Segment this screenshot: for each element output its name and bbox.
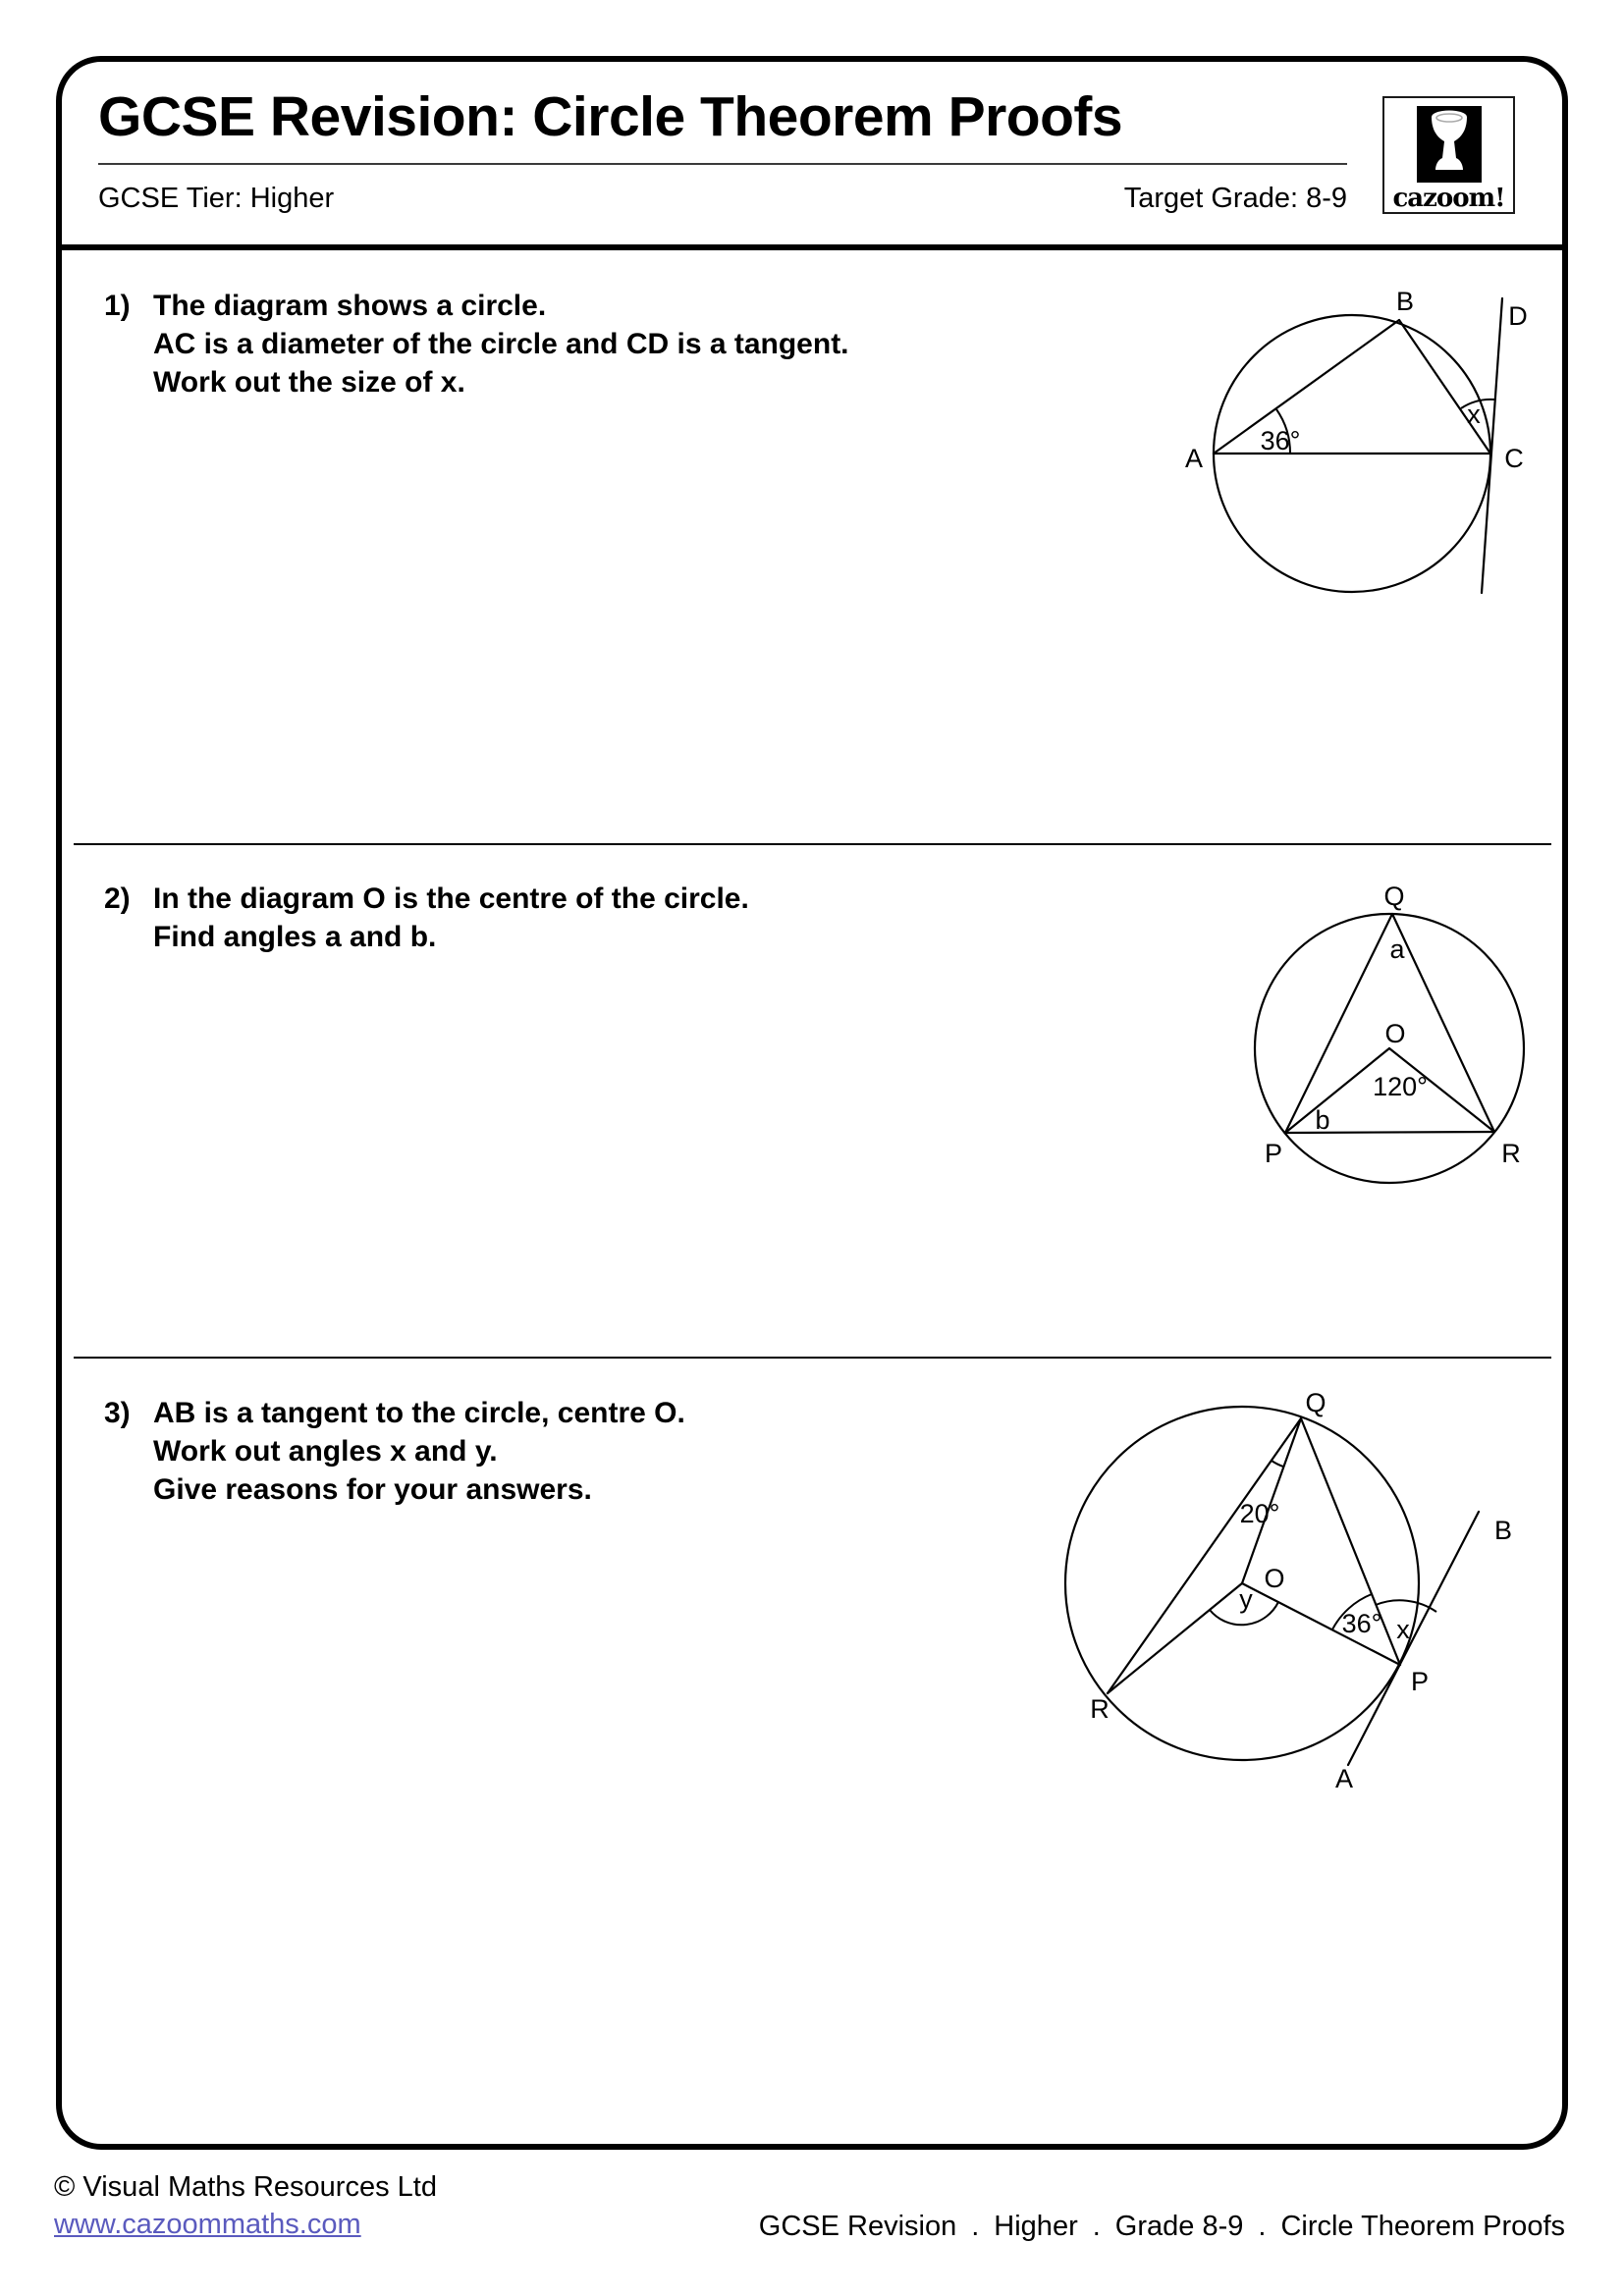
question-line: In the diagram O is the centre of the circle. (153, 882, 749, 915)
question-2 (104, 880, 749, 956)
footer-meta-topic: Circle Theorem Proofs (1280, 2211, 1565, 2242)
question-line: Work out angles x and y. (153, 1435, 498, 1468)
page-title: GCSE Revision: Circle Theorem Proofs (98, 85, 1123, 148)
point-label-D: D (1508, 301, 1528, 331)
circle-diagram-2 (1208, 854, 1561, 1207)
point-label-C: C (1504, 444, 1524, 473)
point-label-A: A (1184, 444, 1204, 473)
question-line: AC is a diameter of the circle and CD is a tangent. (153, 328, 849, 360)
point-label-Q: Q (1383, 881, 1405, 911)
point-label-Q: Q (1305, 1388, 1326, 1417)
angle-label-y: y (1239, 1584, 1253, 1614)
angle-arc-20 (1272, 1461, 1283, 1467)
centre-label-O: O (1384, 1019, 1406, 1048)
footer-meta (759, 2211, 1565, 2243)
question-3-text (153, 1394, 685, 1509)
dot-separator: . (971, 2211, 980, 2242)
title-underline (98, 163, 1347, 165)
question-3 (104, 1394, 685, 1509)
chord-BC (1399, 320, 1490, 454)
question-3-number: 3) (104, 1397, 131, 1429)
question-line: The diagram shows a circle. (153, 290, 547, 322)
question-1-number: 1) (104, 290, 131, 322)
circle-diagram-3 (1041, 1355, 1571, 1845)
angle-label-x: x (1396, 1615, 1410, 1644)
question-line: AB is a tangent to the circle, centre O. (153, 1397, 685, 1429)
header-divider (62, 244, 1562, 250)
angle-label-a: a (1389, 934, 1405, 964)
angle-label-120: 120° (1373, 1072, 1428, 1101)
circle-diagram-1 (1159, 265, 1571, 618)
point-label-P: P (1410, 1667, 1430, 1696)
footer-copyright: © Visual Maths Resources Ltd (54, 2171, 437, 2203)
angle-label-b: b (1315, 1105, 1330, 1135)
footer-meta-series: GCSE Revision (758, 2211, 957, 2242)
point-label-B: B (1493, 1516, 1513, 1545)
dot-separator: . (1092, 2211, 1101, 2242)
section-divider (74, 843, 1551, 845)
angle-label-20: 20° (1239, 1499, 1280, 1528)
angle-label-36: 36° (1341, 1609, 1382, 1638)
dot-separator: . (1258, 2211, 1267, 2242)
point-label-P: P (1264, 1139, 1283, 1168)
drum-icon (1417, 106, 1482, 183)
question-2-text (153, 880, 749, 956)
question-2-number: 2) (104, 882, 131, 915)
chord-AB (1214, 320, 1399, 454)
point-label-R: R (1090, 1694, 1110, 1724)
point-label-A: A (1334, 1764, 1354, 1793)
target-grade-label: Target Grade: 8-9 (1123, 183, 1347, 214)
point-label-R: R (1501, 1139, 1521, 1168)
footer-meta-grade: Grade 8-9 (1114, 2211, 1244, 2242)
point-label-B: B (1395, 287, 1415, 316)
question-line: Work out the size of x. (153, 366, 465, 399)
question-1 (104, 287, 849, 401)
footer-meta-tier: Higher (994, 2211, 1078, 2242)
angle-label-36: 36° (1260, 426, 1301, 455)
cazoom-logo (1382, 96, 1515, 214)
chord-QR (1108, 1418, 1301, 1693)
footer-website-link[interactable]: www.cazoommaths.com (54, 2209, 361, 2240)
tier-label: GCSE Tier: Higher (98, 183, 335, 214)
question-1-text (153, 287, 849, 401)
angle-label-x: x (1467, 400, 1481, 429)
question-line: Find angles a and b. (153, 921, 437, 953)
question-line: Give reasons for your answers. (153, 1473, 592, 1506)
radius-OR (1108, 1583, 1242, 1693)
logo-wordmark: cazoom! (1392, 184, 1505, 213)
tangent-AB (1348, 1512, 1479, 1765)
centre-label-O: O (1264, 1564, 1285, 1593)
